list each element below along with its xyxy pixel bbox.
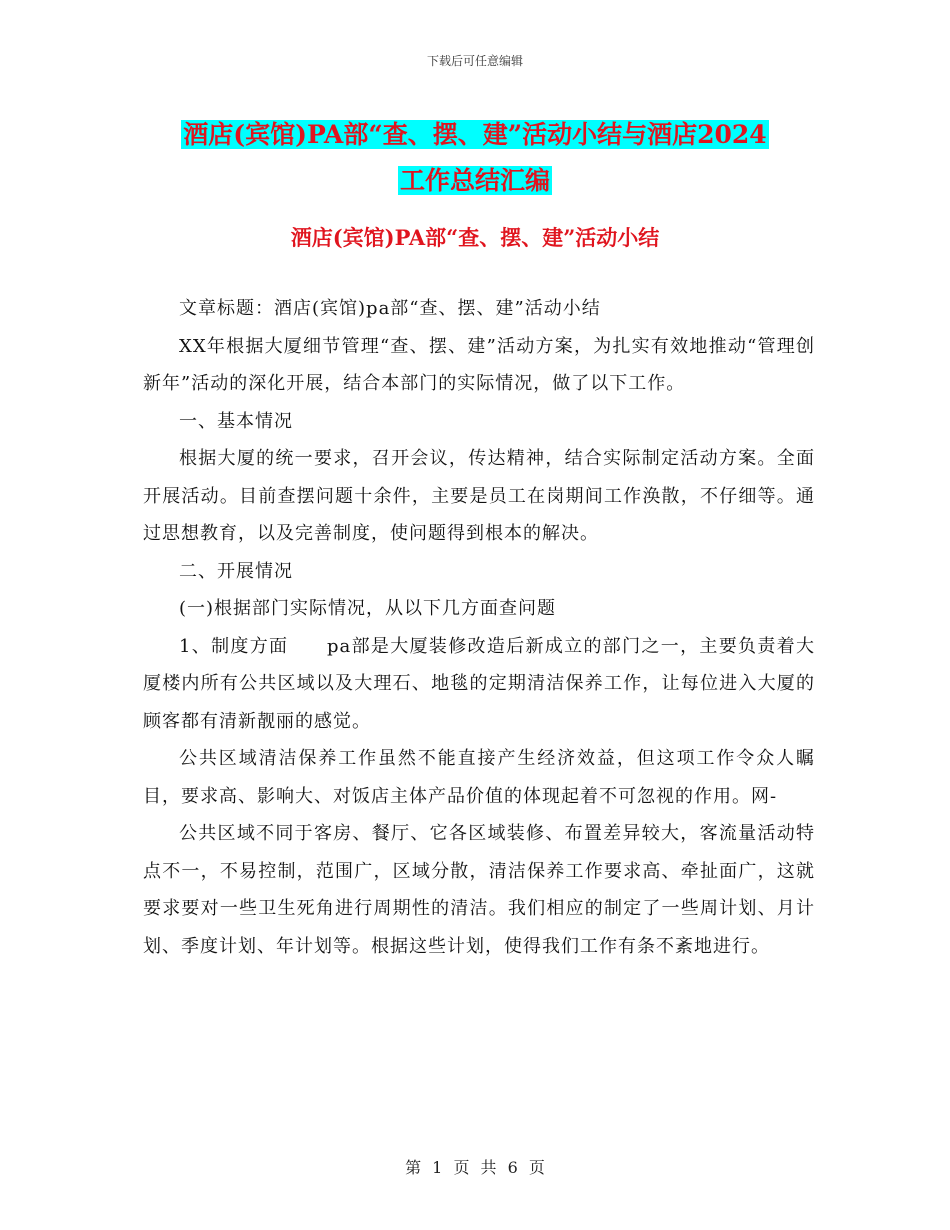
header-note: 下载后可任意编辑 <box>426 54 523 68</box>
paragraph-basic-situation: 根据大厦的统一要求，召开会议，传达精神，结合实际制定活动方案。全面开展活动。目前查摆问题十余件，主要是员工在岗期间工作涣散，不仔细等。通过思想教育，以及完善制度，使问题得到根本的解决。 <box>143 448 815 544</box>
paragraph-system: 1、制度方面 pa部是大厦装修改造后新成立的部门之一，主要负责着大厦楼内所有公共区域以及大理石、地毯的定期清洁保养工作，让每位进入大厦的顾客都有清新靓丽的感觉。 <box>143 635 815 732</box>
subheading-find-problems: (一)根据部门实际情况，从以下几方面查问题 <box>179 598 557 619</box>
paragraph-planning: 公共区域不同于客房、餐厅、它各区域装修、布置差异较大，客流量活动特点不一，不易控制，范围广，区域分散，清洁保养工作要求高、牵扯面广，这就要求要对一些卫生死角进行周期性的清洁。我们相应的制定了一些周计划、月计划、季度计划、年计划等。根据这些计划，使得我们工作有条不紊地进行。 <box>143 823 815 957</box>
paragraph-intro: XX年根据大厦细节管理“查、摆、建”活动方案，为扎实有效地推动“管理创新年”活动的深化开展，结合本部门的实际情况，做了以下工作。 <box>143 335 815 394</box>
paragraph-public-area: 公共区域清洁保养工作虽然不能直接产生经济效益，但这项工作令众人瞩目，要求高、影响大、对饭店主体产品价值的体现起着不可忽视的作用。网- <box>143 748 815 807</box>
paragraph-article-title: 文章标题：酒店(宾馆)pa部“查、摆、建”活动小结 <box>179 298 601 319</box>
title-line-1: 酒店(宾馆)PA部“查、摆、建”活动小结与酒店2024 <box>183 120 767 149</box>
section-title: 酒店(宾馆)PA部“查、摆、建”活动小结 <box>290 225 660 250</box>
title-line-2: 工作总结汇编 <box>399 166 550 195</box>
document-title <box>0 112 950 204</box>
document-body <box>143 290 815 965</box>
heading-basic-situation: 一、基本情况 <box>179 410 293 432</box>
heading-progress: 二、开展情况 <box>179 560 293 582</box>
page-footer: 第 1 页 共 6 页 <box>405 1158 545 1177</box>
